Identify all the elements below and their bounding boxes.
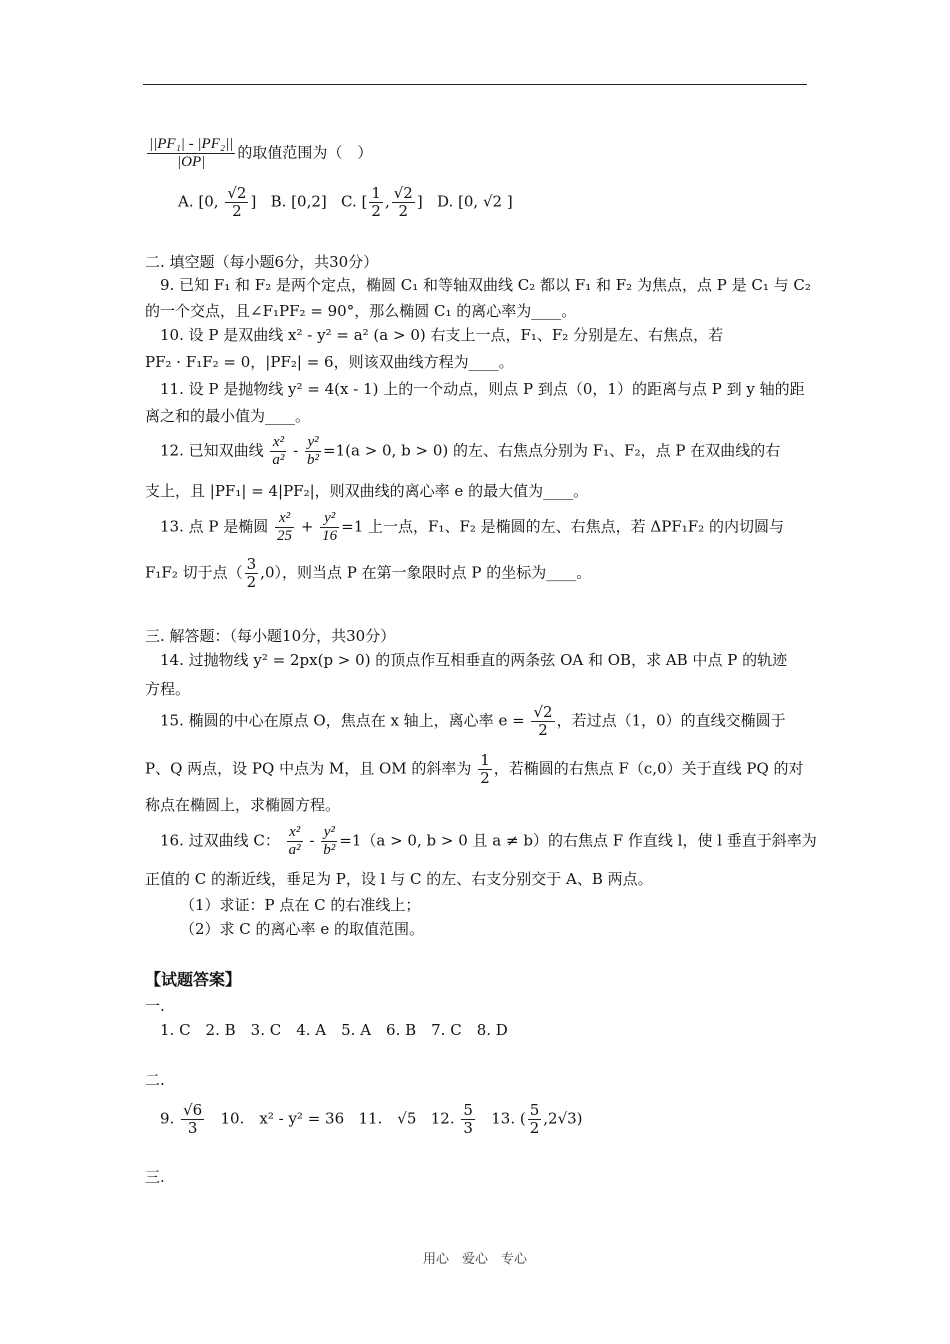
q16-frac-x: $\frac{\text{x²}}{\text{a²}}$ [288,824,301,858]
q16-line2: 正值的 C 的渐近线，垂足为 P，设 l 与 C 的左、右支分别交于 A、B 两点。 [145,870,653,888]
section2-heading: 二. 填空题（每小题6分，共30分） [145,253,379,271]
q13-line2: F₁F₂ 切于点（ $\frac{3}{2}$ ,0），则当点 P 在第一象限时点 P 的坐标为____。 [145,555,592,591]
q8-expression [145,136,372,171]
q8-ratio-fraction: $\frac{\text{||PF₁| - |PF₂||}}{|OP|}$ [149,136,234,170]
q8-option-c-frac1: $\frac{1}{2}$ [371,184,381,220]
answer-12-frac: $\frac{5}{3}$ [463,1101,473,1137]
answer-11: 11. √5 [358,1109,417,1128]
q15-line3: 称点在椭圆上，求椭圆方程。 [145,796,341,814]
answers-part3-label: 三. [145,1168,165,1186]
q8-tail: 的取值范围为（ ） [237,143,373,162]
q8-option-b: B. [0,2] [270,192,327,211]
q13-line1: 13. 点 P 是椭圆 $\frac{\text{x²}}{25}$ + $\frac{\text{y²}}{16}$ =1 上一点，F₁、F₂ 是椭圆的左、右焦点，若 ΔPF₁F₂ 的内切圆与 [160,510,784,544]
answers-part2-label: 二. [145,1071,165,1089]
q11-line2: 离之和的最小值为____。 [145,407,311,425]
answer-9-frac: $\frac{√6}{3}$ [183,1101,203,1137]
q11-line1: 11. 设 P 是抛物线 y² = 4(x - 1) 上的一个动点，则点 P 到点（0，1）的距离与点 P 到 y 轴的距 [160,380,805,398]
q10-line1: 10. 设 P 是双曲线 x² - y² = a² (a > 0) 右支上一点，F₁、F₂ 分别是左、右焦点，若 [160,326,724,344]
q8-option-a-fraction: $\frac{√2}{2}$ [227,184,247,220]
answer-13-frac: $\frac{5}{2}$ [529,1101,540,1137]
q12-frac-x: $\frac{\text{x²}}{\text{a²}}$ [272,434,285,468]
answers-part1-label: 一. [145,997,165,1015]
q16-sub1: （1）求证：P 点在 C 的右准线上； [180,896,421,914]
page-footer: 用心 爱心 专心 [422,1252,527,1267]
answer-12: 12. [430,1109,455,1128]
header-rule [143,84,807,85]
q16-line1: 16. 过双曲线 C： $\frac{\text{x²}}{\text{a²}}$ - $\frac{\text{y²}}{\text{b²}}$ =1（a > 0, b > 0 且 a ≠ b）的右焦点 F 作直线 l，使 l 垂直于斜率为 [160,824,817,858]
q9-line2: 的一个交点，且∠F₁PF₂ = 90°，那么椭圆 C₁ 的离心率为____。 [145,302,577,320]
answer-9: 9. [160,1109,175,1128]
q8-options: A. [0, $\frac{√2}{2}$ ] B. [0,2] C. [ $\frac{1}{2}$ , $\frac{√2}{2}$ ] D. [0, √2 ] [178,184,513,220]
q16-sub2: （2）求 C 的离心率 e 的取值范围。 [180,920,424,938]
q8-option-a: A. [0, [178,192,219,211]
answers-multiple-choice: 1. C 2. B 3. C 4. A 5. A 6. B 7. C 8. D [160,1021,508,1039]
section3-heading: 三. 解答题：（每小题10分，共30分） [145,627,396,645]
q13-frac-x: $\frac{\text{x²}}{25}$ [277,510,293,544]
q13-frac-y: $\frac{\text{y²}}{16}$ [322,510,338,544]
q15-frac-e: $\frac{√2}{2}$ [533,703,553,739]
q12-line1: 12. 已知双曲线 $\frac{\text{x²}}{\text{a²}}$ - $\frac{\text{y²}}{\text{b²}}$ =1(a > 0, b > 0) 的左、右焦点分别为 F₁、F₂，点 P 在双曲线的右 [160,434,781,468]
answer-13: 13. ( [491,1109,526,1128]
q15-line1: 15. 椭圆的中心在原点 O，焦点在 x 轴上，离心率 e = $\frac{√2}{2}$ ，若过点（1，0）的直线交椭圆于 [160,703,786,739]
answers-fill-in: 9. $\frac{√6}{3}$ 10. x² - y² = 36 11. √5 12. $\frac{5}{3}$ 13. ( $\frac{5}{2}$ ,2√3) [160,1101,583,1137]
q12-line2: 支上，且 |PF₁| = 4|PF₂|，则双曲线的离心率 e 的最大值为____。 [145,482,589,500]
q13-frac-point: $\frac{3}{2}$ [246,555,257,591]
q10-line2: PF₂ · F₁F₂ = 0，|PF₂| = 6，则该双曲线方程为____。 [145,353,514,371]
q12-frac-y: $\frac{\text{y²}}{\text{b²}}$ [307,434,320,468]
q14-line2: 方程。 [145,680,191,698]
q16-frac-y: $\frac{\text{y²}}{\text{b²}}$ [323,824,336,858]
q8-option-d: D. [0, √2 ] [437,192,513,211]
q14-line1: 14. 过抛物线 y² = 2px(p > 0) 的顶点作互相垂直的两条弦 OA 和 OB，求 AB 中点 P 的轨迹 [160,651,788,669]
answer-10: 10. x² - y² = 36 [220,1109,345,1128]
q15-frac-slope: $\frac{1}{2}$ [480,751,490,787]
q9-line1: 9. 已知 F₁ 和 F₂ 是两个定点，椭圆 C₁ 和等轴双曲线 C₂ 都以 F₁ 和 F₂ 为焦点，点 P 是 C₁ 与 C₂ [160,276,811,294]
q15-line2: P、Q 两点，设 PQ 中点为 M，且 OM 的斜率为 $\frac{1}{2}$ ，若椭圆的右焦点 F（c,0）关于直线 PQ 的对 [145,751,804,787]
q8-option-c-frac2: $\frac{√2}{2}$ [393,184,413,220]
answers-heading: 【试题答案】 [145,970,242,989]
q8-option-c: C. [ [341,192,368,211]
